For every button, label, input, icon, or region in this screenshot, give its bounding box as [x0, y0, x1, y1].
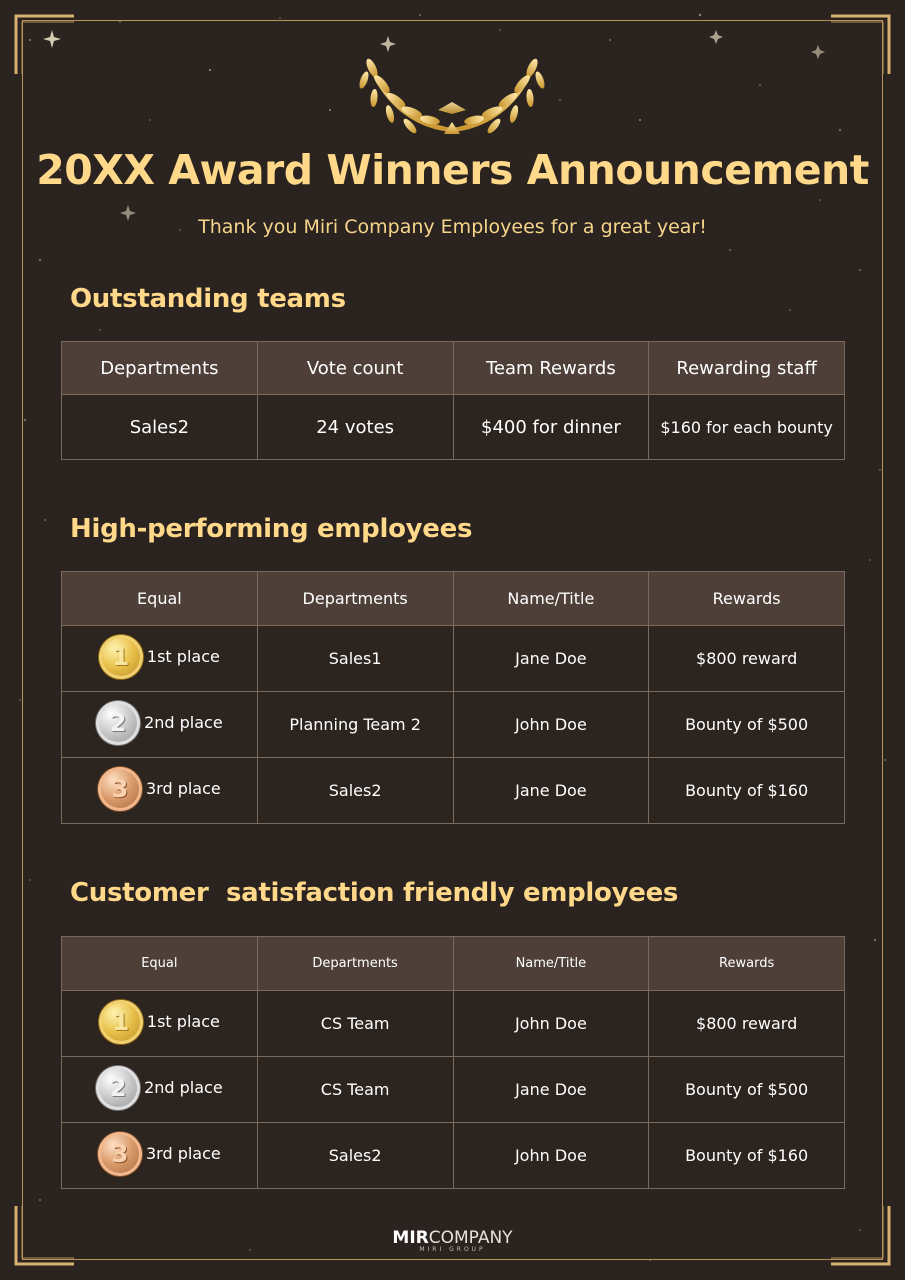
department-cell: Sales2 [62, 395, 258, 460]
frame-right-line [882, 20, 883, 1260]
table-row [62, 626, 845, 692]
column-header: Vote count [257, 342, 453, 395]
gold-medal-icon: 1 [99, 635, 143, 679]
column-header: Rewarding staff [649, 342, 845, 395]
column-header: Name/Title [453, 937, 649, 991]
department-cell: Planning Team 2 [257, 692, 453, 758]
reward-cell: Bounty of $160 [649, 1123, 845, 1189]
place-cell [62, 626, 258, 692]
laurel-wreath-icon [352, 50, 552, 140]
corner-ornament-top-left [14, 14, 74, 74]
place-cell [62, 692, 258, 758]
table-row [62, 991, 845, 1057]
column-header: Rewards [649, 937, 845, 991]
table-row [62, 1057, 845, 1123]
page-subtitle: Thank you Miri Company Employees for a great year! [198, 216, 707, 238]
outstanding-teams-table [61, 341, 845, 460]
reward-cell: Bounty of $500 [649, 692, 845, 758]
place-cell [62, 991, 258, 1057]
reward-cell: Bounty of $500 [649, 1057, 845, 1123]
table-row [62, 758, 845, 824]
frame-left-line [22, 20, 23, 1260]
name-cell: John Doe [453, 991, 649, 1057]
column-header: Departments [62, 342, 258, 395]
silver-medal-icon: 2 [96, 701, 140, 745]
place-label: 2nd place [144, 713, 223, 732]
place-label: 1st place [146, 1012, 220, 1031]
department-cell: Sales2 [257, 1123, 453, 1189]
customer-satisfaction-table [61, 936, 845, 1189]
table-header-row [62, 342, 845, 395]
place-cell [62, 1123, 258, 1189]
table-row [62, 692, 845, 758]
name-cell: John Doe [453, 1123, 649, 1189]
logo-mark: MIR [392, 1228, 429, 1248]
company-logo [0, 1228, 905, 1253]
place-label: 3rd place [145, 779, 221, 798]
place-cell [62, 758, 258, 824]
table-row [62, 395, 845, 460]
frame-bottom-line [22, 1259, 883, 1260]
column-header: Rewards [649, 572, 845, 626]
silver-medal-icon: 2 [96, 1066, 140, 1110]
column-header: Team Rewards [453, 342, 649, 395]
column-header: Name/Title [453, 572, 649, 626]
column-header: Departments [257, 937, 453, 991]
outstanding-teams-heading: Outstanding teams [70, 284, 346, 314]
reward-cell: $800 reward [649, 626, 845, 692]
vote-count-cell: 24 votes [257, 395, 453, 460]
reward-cell: Bounty of $160 [649, 758, 845, 824]
department-cell: CS Team [257, 991, 453, 1057]
staff-reward-cell: $160 for each bounty [649, 395, 845, 460]
bronze-medal-icon: 3 [98, 767, 142, 811]
corner-ornament-top-right [831, 14, 891, 74]
place-label: 1st place [146, 647, 220, 666]
gold-medal-icon: 1 [99, 1000, 143, 1044]
place-label: 3rd place [145, 1144, 221, 1163]
column-header: Equal [62, 572, 258, 626]
customer-satisfaction-heading: Customer satisfaction friendly employees [70, 878, 679, 908]
name-cell: Jane Doe [453, 758, 649, 824]
table-header-row [62, 572, 845, 626]
high-performing-heading: High-performing employees [70, 514, 473, 544]
column-header: Departments [257, 572, 453, 626]
high-performing-table [61, 571, 845, 824]
name-cell: Jane Doe [453, 626, 649, 692]
team-reward-cell: $400 for dinner [453, 395, 649, 460]
place-cell [62, 1057, 258, 1123]
frame-top-line [22, 20, 883, 21]
column-header: Equal [62, 937, 258, 991]
place-label: 2nd place [144, 1078, 223, 1097]
table-row [62, 1123, 845, 1189]
logo-subtext: MIRI GROUP [419, 1246, 486, 1253]
table-header-row [62, 937, 845, 991]
name-cell: Jane Doe [453, 1057, 649, 1123]
reward-cell: $800 reward [649, 991, 845, 1057]
department-cell: Sales2 [257, 758, 453, 824]
bronze-medal-icon: 3 [98, 1132, 142, 1176]
department-cell: Sales1 [257, 626, 453, 692]
logo-wordmark: COMPANY [428, 1228, 513, 1248]
department-cell: CS Team [257, 1057, 453, 1123]
page-title: 20XX Award Winners Announcement [36, 146, 869, 194]
name-cell: John Doe [453, 692, 649, 758]
